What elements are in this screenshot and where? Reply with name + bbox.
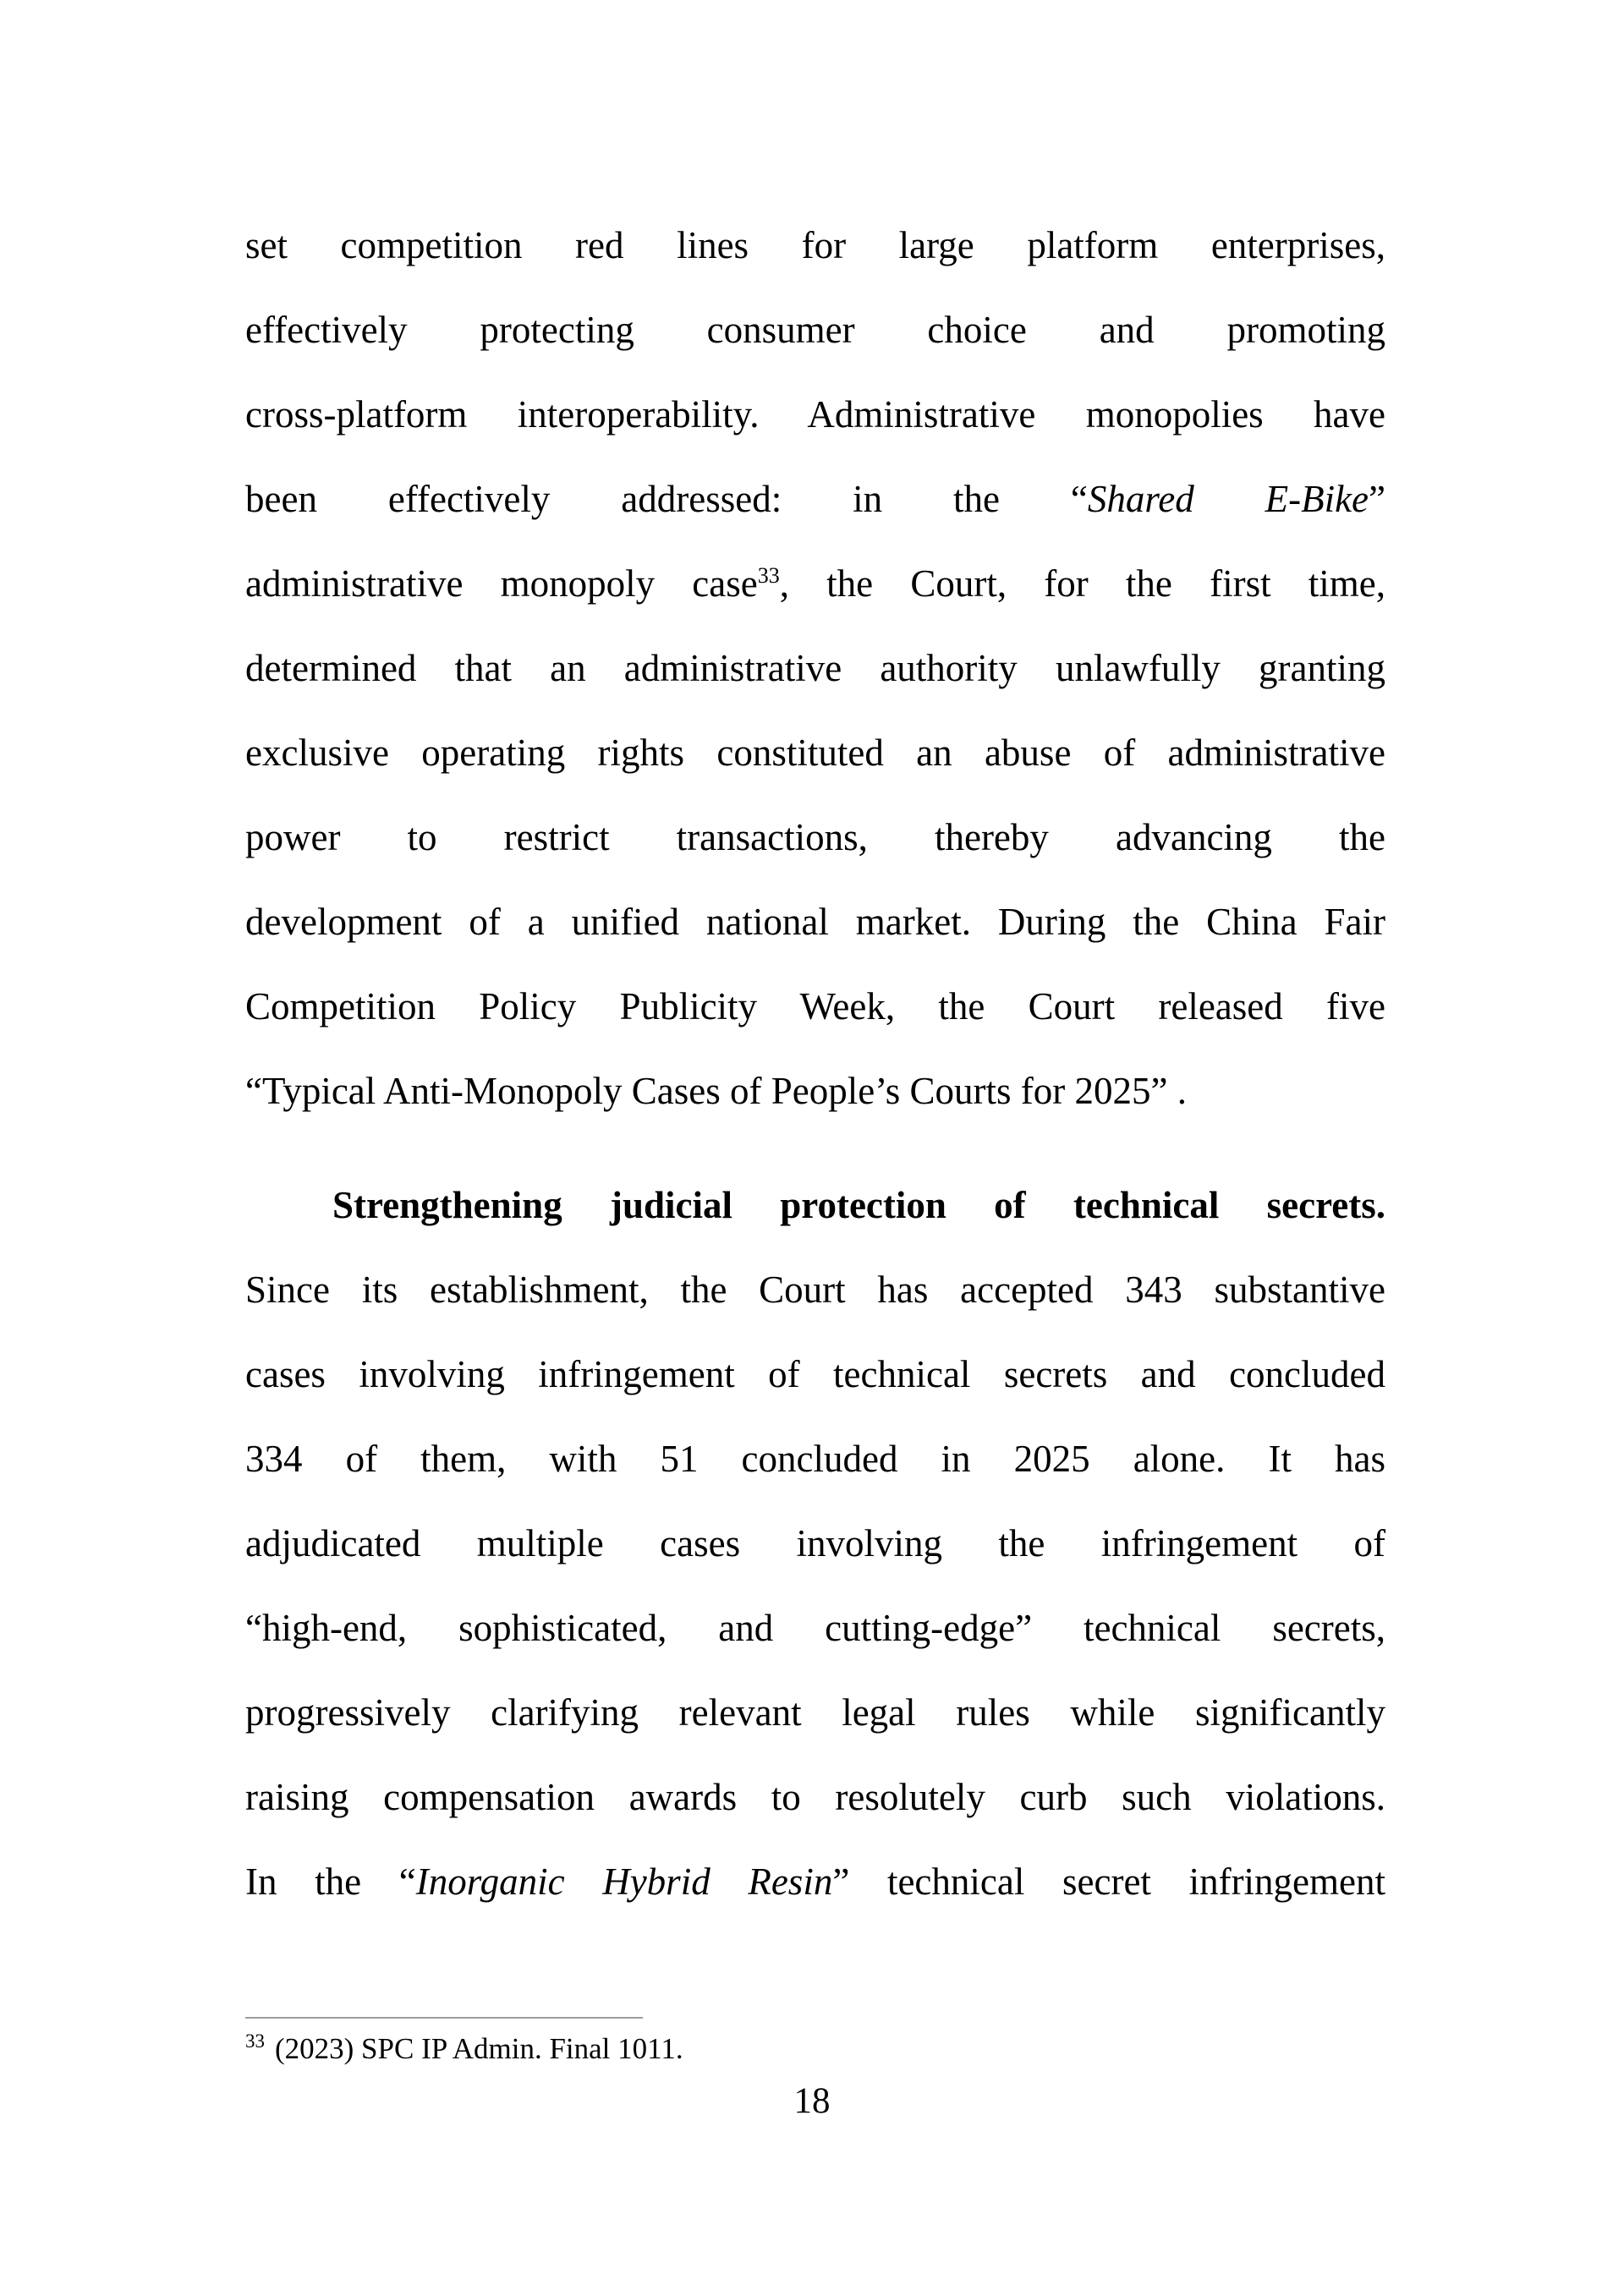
footnote-reference: 33 (757, 563, 780, 588)
text-run: 334 of them, with 51 concluded in 2025 alone. It has (245, 1438, 1385, 1480)
text-line (245, 626, 1385, 710)
text-run: adjudicated multiple cases involving the infringement of (245, 1522, 1385, 1564)
text-run: “Typical Anti-Monopoly Cases of People’s Courts for 2025” . (245, 1070, 1187, 1112)
text-line (245, 1332, 1385, 1417)
text-run: Competition Policy Publicity Week, the Court released five (245, 985, 1385, 1027)
text-line (245, 457, 1385, 541)
text-run: exclusive operating rights constituted an abuse of administrative (245, 732, 1385, 774)
footnote (245, 2030, 1385, 2069)
text-run: cases involving infringement of technical secrets and concluded (245, 1353, 1385, 1395)
text-run: cross-platform interoperability. Administrative monopolies have (245, 393, 1385, 436)
text-line (245, 1163, 1385, 1247)
text-line (245, 1839, 1385, 1924)
text-line (245, 1670, 1385, 1755)
text-run: effectively protecting consumer choice and promoting (245, 309, 1385, 351)
text-line (245, 1417, 1385, 1501)
text-line (245, 372, 1385, 457)
italic-text-run: Shared E-Bike (1087, 478, 1369, 520)
text-line (245, 795, 1385, 879)
text-line (245, 1049, 1385, 1133)
text-run: determined that an administrative authority unlawfully granting (245, 647, 1385, 689)
text-run: development of a unified national market. During the China Fair (245, 901, 1385, 943)
body-text-block (245, 203, 1385, 1924)
footnote-text: (2023) SPC IP Admin. Final 1011. (275, 2032, 683, 2065)
text-line (245, 1586, 1385, 1670)
text-run: progressively clarifying relevant legal rules while significantly (245, 1691, 1385, 1734)
text-run: “high-end, sophisticated, and cutting-edge” technical secrets, (245, 1607, 1385, 1649)
text-line (245, 541, 1385, 626)
footnote-separator (245, 2017, 643, 2019)
text-line (245, 1501, 1385, 1586)
text-line (245, 1755, 1385, 1839)
italic-text-run: Inorganic Hybrid Resin (415, 1860, 833, 1903)
text-run: Since its establishment, the Court has accepted 343 substantive (245, 1269, 1385, 1311)
text-line (245, 964, 1385, 1049)
paragraph (245, 1163, 1385, 1924)
text-run: administrative monopoly case (245, 562, 758, 605)
text-run: ” technical secret infringement (832, 1860, 1385, 1903)
text-run: set competition red lines for large platform enterprises, (245, 224, 1385, 266)
text-line (245, 710, 1385, 795)
text-line (245, 288, 1385, 372)
text-line (245, 203, 1385, 288)
text-run: ” (1369, 478, 1385, 520)
page-number: 18 (793, 2081, 831, 2121)
text-run: In the “ (245, 1860, 416, 1903)
footnote-marker: 33 (245, 2030, 265, 2052)
text-run: , the Court, for the first time, (779, 562, 1385, 605)
text-line (245, 879, 1385, 964)
text-run: been effectively addressed: in the “ (245, 478, 1088, 520)
bold-text-run: Strengthening judicial protection of technical secrets. (332, 1184, 1385, 1226)
text-line (245, 1247, 1385, 1332)
text-run: raising compensation awards to resolutely curb such violations. (245, 1776, 1385, 1818)
text-run: power to restrict transactions, thereby advancing the (245, 816, 1385, 858)
paragraph (245, 203, 1385, 1133)
